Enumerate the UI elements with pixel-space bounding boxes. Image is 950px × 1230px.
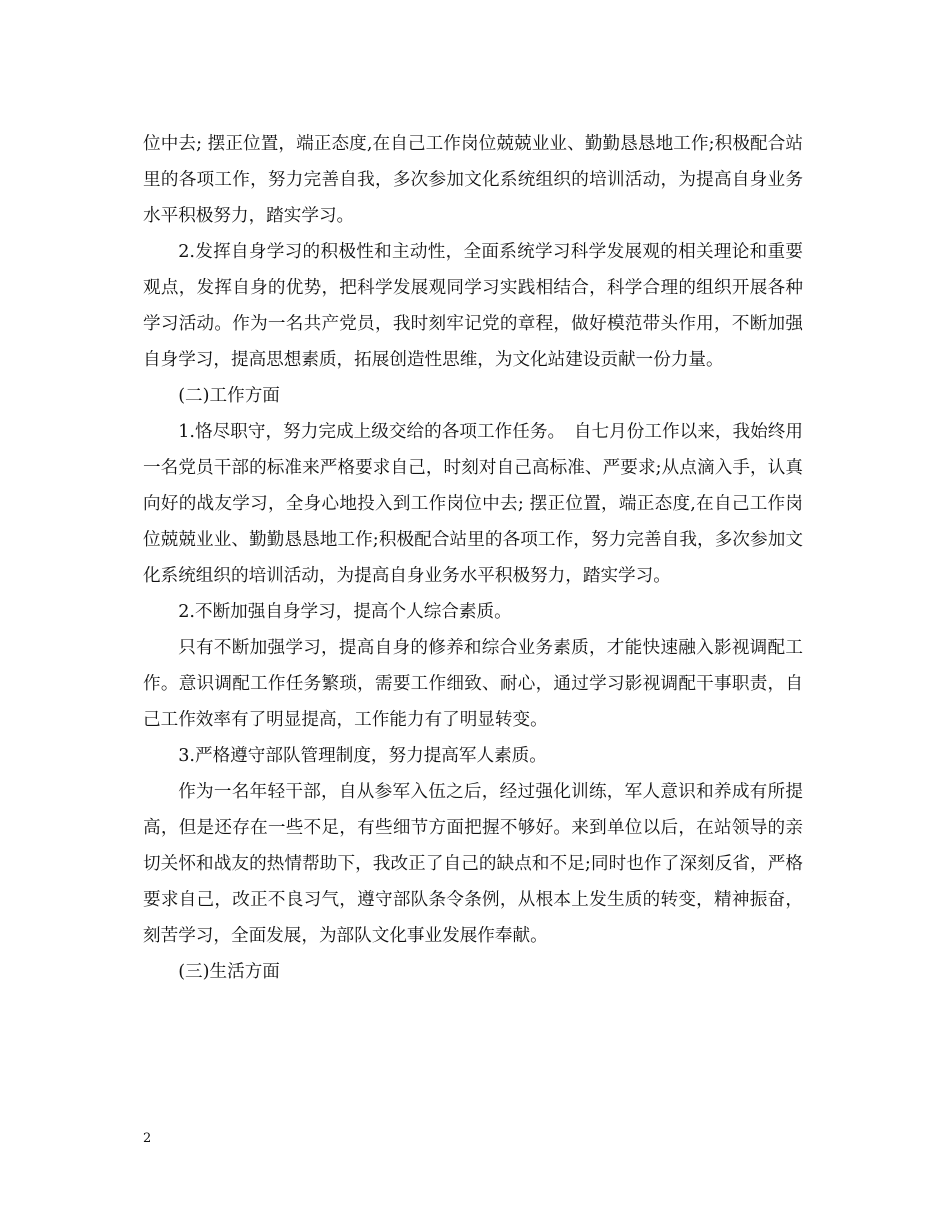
page-number: 2 [143, 1131, 152, 1146]
document-body [143, 126, 803, 990]
paragraph: 作为一名年轻干部，自从参军入伍之后，经过强化训练，军人意识和养成有所提高，但是还存在一些不足，有些细节方面把握不够好。来到单位以后，在站领导的亲切关怀和战友的热情帮助下，我改正了自己的缺点和不足;同时也作了深刻反省，严格要求自己，改正不良习气，遵守部队条令条例，从根本上发生质的转变，精神振奋，刻苦学习，全面发展，为部队文化事业发展作奉献。 [143, 782, 803, 946]
paragraph: 2.发挥自身学习的积极性和主动性，全面系统学习科学发展观的相关理论和重要观点，发挥自身的优势，把科学发展观同学习实践相结合，科学合理的组织开展各种学习活动。作为一名共产党员，我时刻牢记党的章程，做好模范带头作用，不断加强自身学习，提高思想素质，拓展创造性思维，为文化站建设贡献一份力量。 [143, 242, 803, 370]
paragraph: 只有不断加强学习，提高自身的修养和综合业务素质，才能快速融入影视调配工作。意识调配工作任务繁琐，需要工作细致、耐心，通过学习影视调配干事职责，自己工作效率有了明显提高，工作能力有了明显转变。 [143, 638, 803, 730]
paragraph: 2.不断加强自身学习，提高个人综合素质。 [178, 602, 512, 622]
section-heading: (二)工作方面 [178, 386, 280, 406]
paragraph: 1.恪尽职守，努力完成上级交给的各项工作任务。 自七月份工作以来，我始终用一名党员干部的标准来严格要求自己，时刻对自己高标准、严要求;从点滴入手，认真向好的战友学习，全身心地投入到工作岗位中去; 摆正位置，端正态度,在自己工作岗位兢兢业业、勤勤恳恳地工作;积极配合站里的各项工作，努力完善自我，多次参加文化系统组织的培训活动，为提高自身业务水平积极努力，踏实学习。 [143, 422, 803, 586]
paragraph: 3.严格遵守部队管理制度，努力提高军人素质。 [178, 746, 547, 766]
section-heading: (三)生活方面 [178, 962, 280, 982]
paragraph: 位中去; 摆正位置，端正态度,在自己工作岗位兢兢业业、勤勤恳恳地工作;积极配合站里的各项工作，努力完善自我，多次参加文化系统组织的培训活动，为提高自身业务水平积极努力，踏实学习。 [143, 134, 803, 226]
